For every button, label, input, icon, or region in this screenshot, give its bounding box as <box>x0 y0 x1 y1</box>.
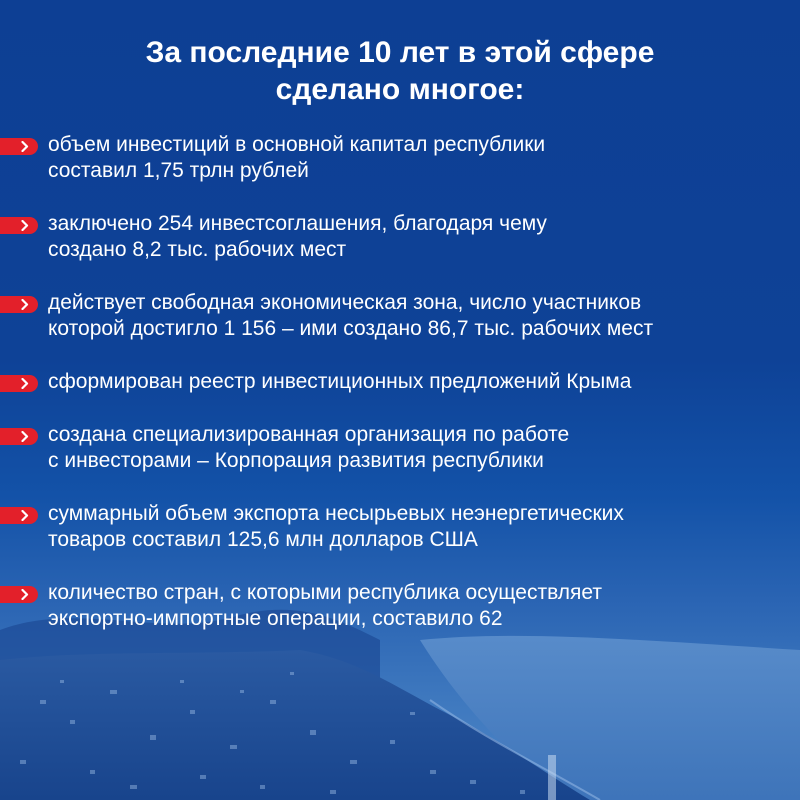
list-item-text <box>48 211 778 263</box>
list-item-text <box>48 422 778 474</box>
list-item-line: с инвесторами – Корпорация развития республики <box>48 449 544 472</box>
list-item <box>0 369 800 422</box>
list-item-line: суммарный объем экспорта несырьевых неэнергетических <box>48 502 624 525</box>
list-item <box>0 422 800 501</box>
list-item <box>0 290 800 369</box>
list-item <box>0 132 800 211</box>
list-item-text <box>48 132 778 184</box>
list-item-line: создана специализированная организация по работе <box>48 423 570 446</box>
list-item-line: заключено 254 инвестсоглашения, благодаря чему <box>48 212 547 235</box>
list-item-text <box>48 369 778 395</box>
chevron-right-icon <box>0 428 38 445</box>
list-item-line: которой достигло 1 156 – ими создано 86,7 тыс. рабочих мест <box>48 317 654 340</box>
achievements-list <box>0 132 800 659</box>
list-item <box>0 501 800 580</box>
title-line-2: сделано многое: <box>275 73 525 106</box>
list-item-line: создано 8,2 тыс. рабочих мест <box>48 238 347 261</box>
title-line-1: За последние 10 лет в этой сфере <box>145 36 655 69</box>
list-item <box>0 580 800 659</box>
list-item-line: экспортно-импортные операции, составило 62 <box>48 607 503 630</box>
list-item-line: действует свободная экономическая зона, число участников <box>48 291 642 314</box>
page-title <box>40 34 760 108</box>
list-item-line: сформирован реестр инвестиционных предложений Крыма <box>48 370 632 393</box>
list-item-line: количество стран, с которыми республика осуществляет <box>48 581 602 604</box>
list-item-text <box>48 290 778 342</box>
chevron-right-icon <box>0 375 38 392</box>
list-item-line: объем инвестиций в основной капитал республики <box>48 133 546 156</box>
list-item <box>0 211 800 290</box>
chevron-right-icon <box>0 138 38 155</box>
chevron-right-icon <box>0 507 38 524</box>
chevron-right-icon <box>0 296 38 313</box>
list-item-text <box>48 501 778 553</box>
list-item-text <box>48 580 778 632</box>
list-item-line: товаров составил 125,6 млн долларов США <box>48 528 478 551</box>
list-item-line: составил 1,75 трлн рублей <box>48 159 309 182</box>
chevron-right-icon <box>0 217 38 234</box>
chevron-right-icon <box>0 586 38 603</box>
